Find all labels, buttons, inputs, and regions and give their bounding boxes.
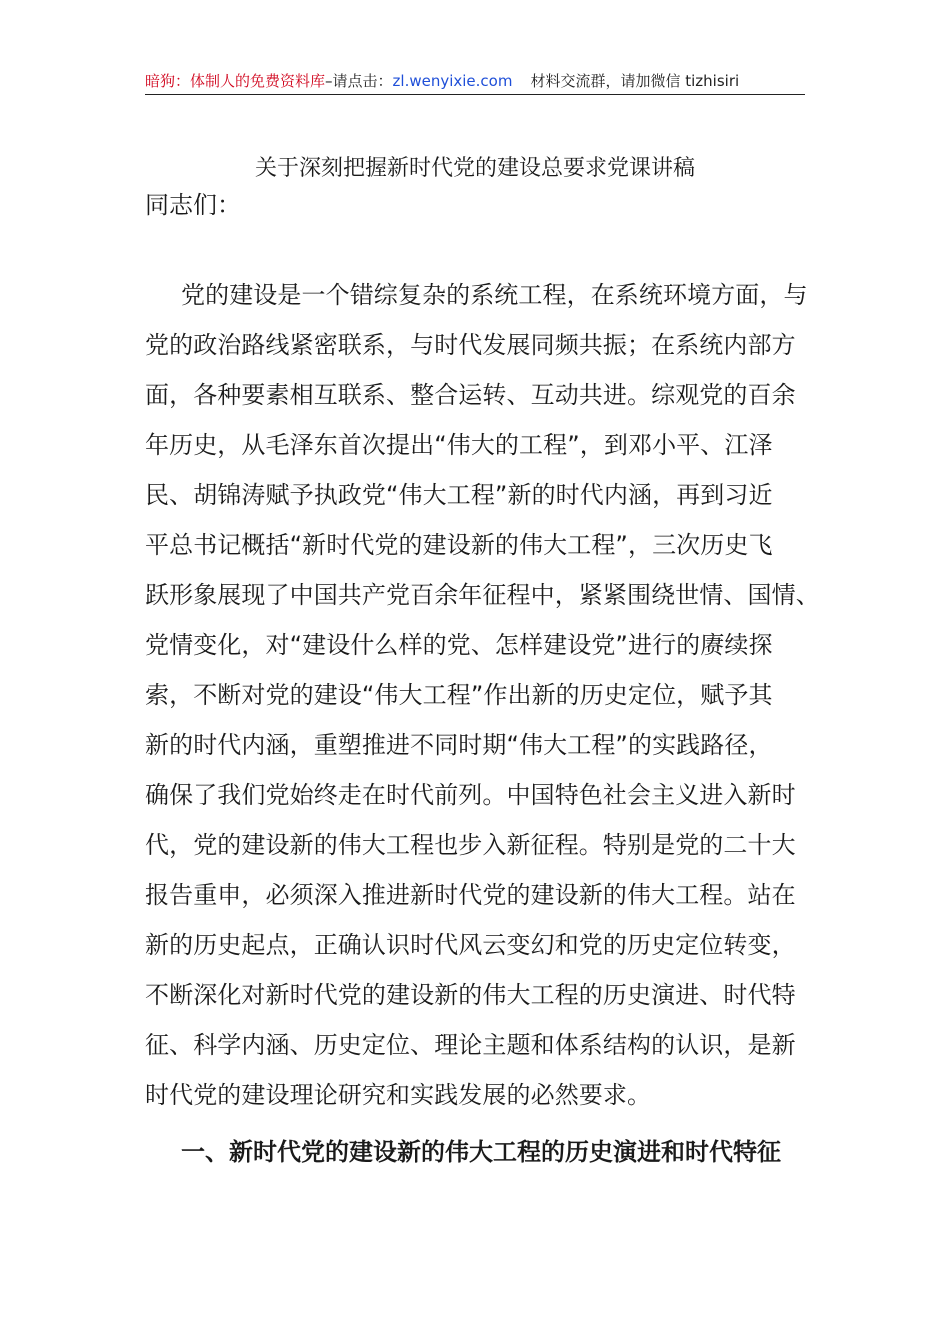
paragraph-line: 党的政治路线紧密联系，与时代发展同频共振；在系统内部方 — [145, 331, 796, 359]
paragraph-line: 党情变化，对“建设什么样的党、怎样建设党”进行的赓续探 — [145, 631, 773, 659]
page-header — [145, 68, 805, 95]
paragraph-line: 时代党的建设理论研究和实践发展的必然要求。 — [145, 1081, 652, 1109]
paragraph-line: 民、胡锦涛赋予执政党“伟大工程”新的时代内涵，再到习近 — [145, 481, 773, 509]
paragraph-line: 年历史，从毛泽东首次提出“伟大的工程”，到邓小平、江泽 — [145, 431, 773, 459]
paragraph-line: 确保了我们党始终走在时代前列。中国特色社会主义进入新时 — [145, 781, 796, 809]
paragraph-line: 索，不断对党的建设“伟大工程”作出新的历史定位，赋予其 — [145, 681, 773, 709]
paragraph-line: 新的历史起点，正确认识时代风云变幻和党的历史定位转变， — [145, 931, 796, 959]
header-brand-text: 暗狗：体制人的免费资料库 — [145, 72, 326, 90]
header-wechat-text: 材料交流群，请加微信 tizhisiri — [530, 72, 740, 90]
header-click-prompt: –请点击： — [325, 72, 393, 90]
paragraph-line: 征、科学内涵、历史定位、理论主题和体系结构的认识，是新 — [145, 1031, 796, 1059]
paragraph-line: 新的时代内涵，重塑推进不同时期“伟大工程”的实践路径， — [145, 731, 773, 759]
paragraph-line: 报告重申，必须深入推进新时代党的建设新的伟大工程。站在 — [145, 881, 796, 909]
paragraph-line: 面，各种要素相互联系、整合运转、互动共进。综观党的百余 — [145, 381, 796, 409]
paragraph-line: 不断深化对新时代党的建设新的伟大工程的历史演进、时代特 — [145, 981, 796, 1009]
paragraph-line: 党的建设是一个错综复杂的系统工程，在系统环境方面，与 — [181, 281, 808, 309]
body-paragraph — [145, 270, 820, 1120]
document-title: 关于深刻把握新时代党的建设总要求党课讲稿 — [254, 156, 695, 181]
paragraph-line: 代，党的建设新的伟大工程也步入新征程。特别是党的二十大 — [145, 831, 796, 859]
header-website-link[interactable]: zl.wenyixie.com — [392, 72, 513, 90]
paragraph-line: 平总书记概括“新时代党的建设新的伟大工程”，三次历史飞 — [145, 531, 773, 559]
section-heading: 一、新时代党的建设新的伟大工程的历史演进和时代特征 — [181, 1138, 781, 1166]
paragraph-line: 跃形象展现了中国共产党百余年征程中，紧紧围绕世情、国情、 — [145, 581, 820, 609]
salutation: 同志们： — [145, 191, 241, 219]
